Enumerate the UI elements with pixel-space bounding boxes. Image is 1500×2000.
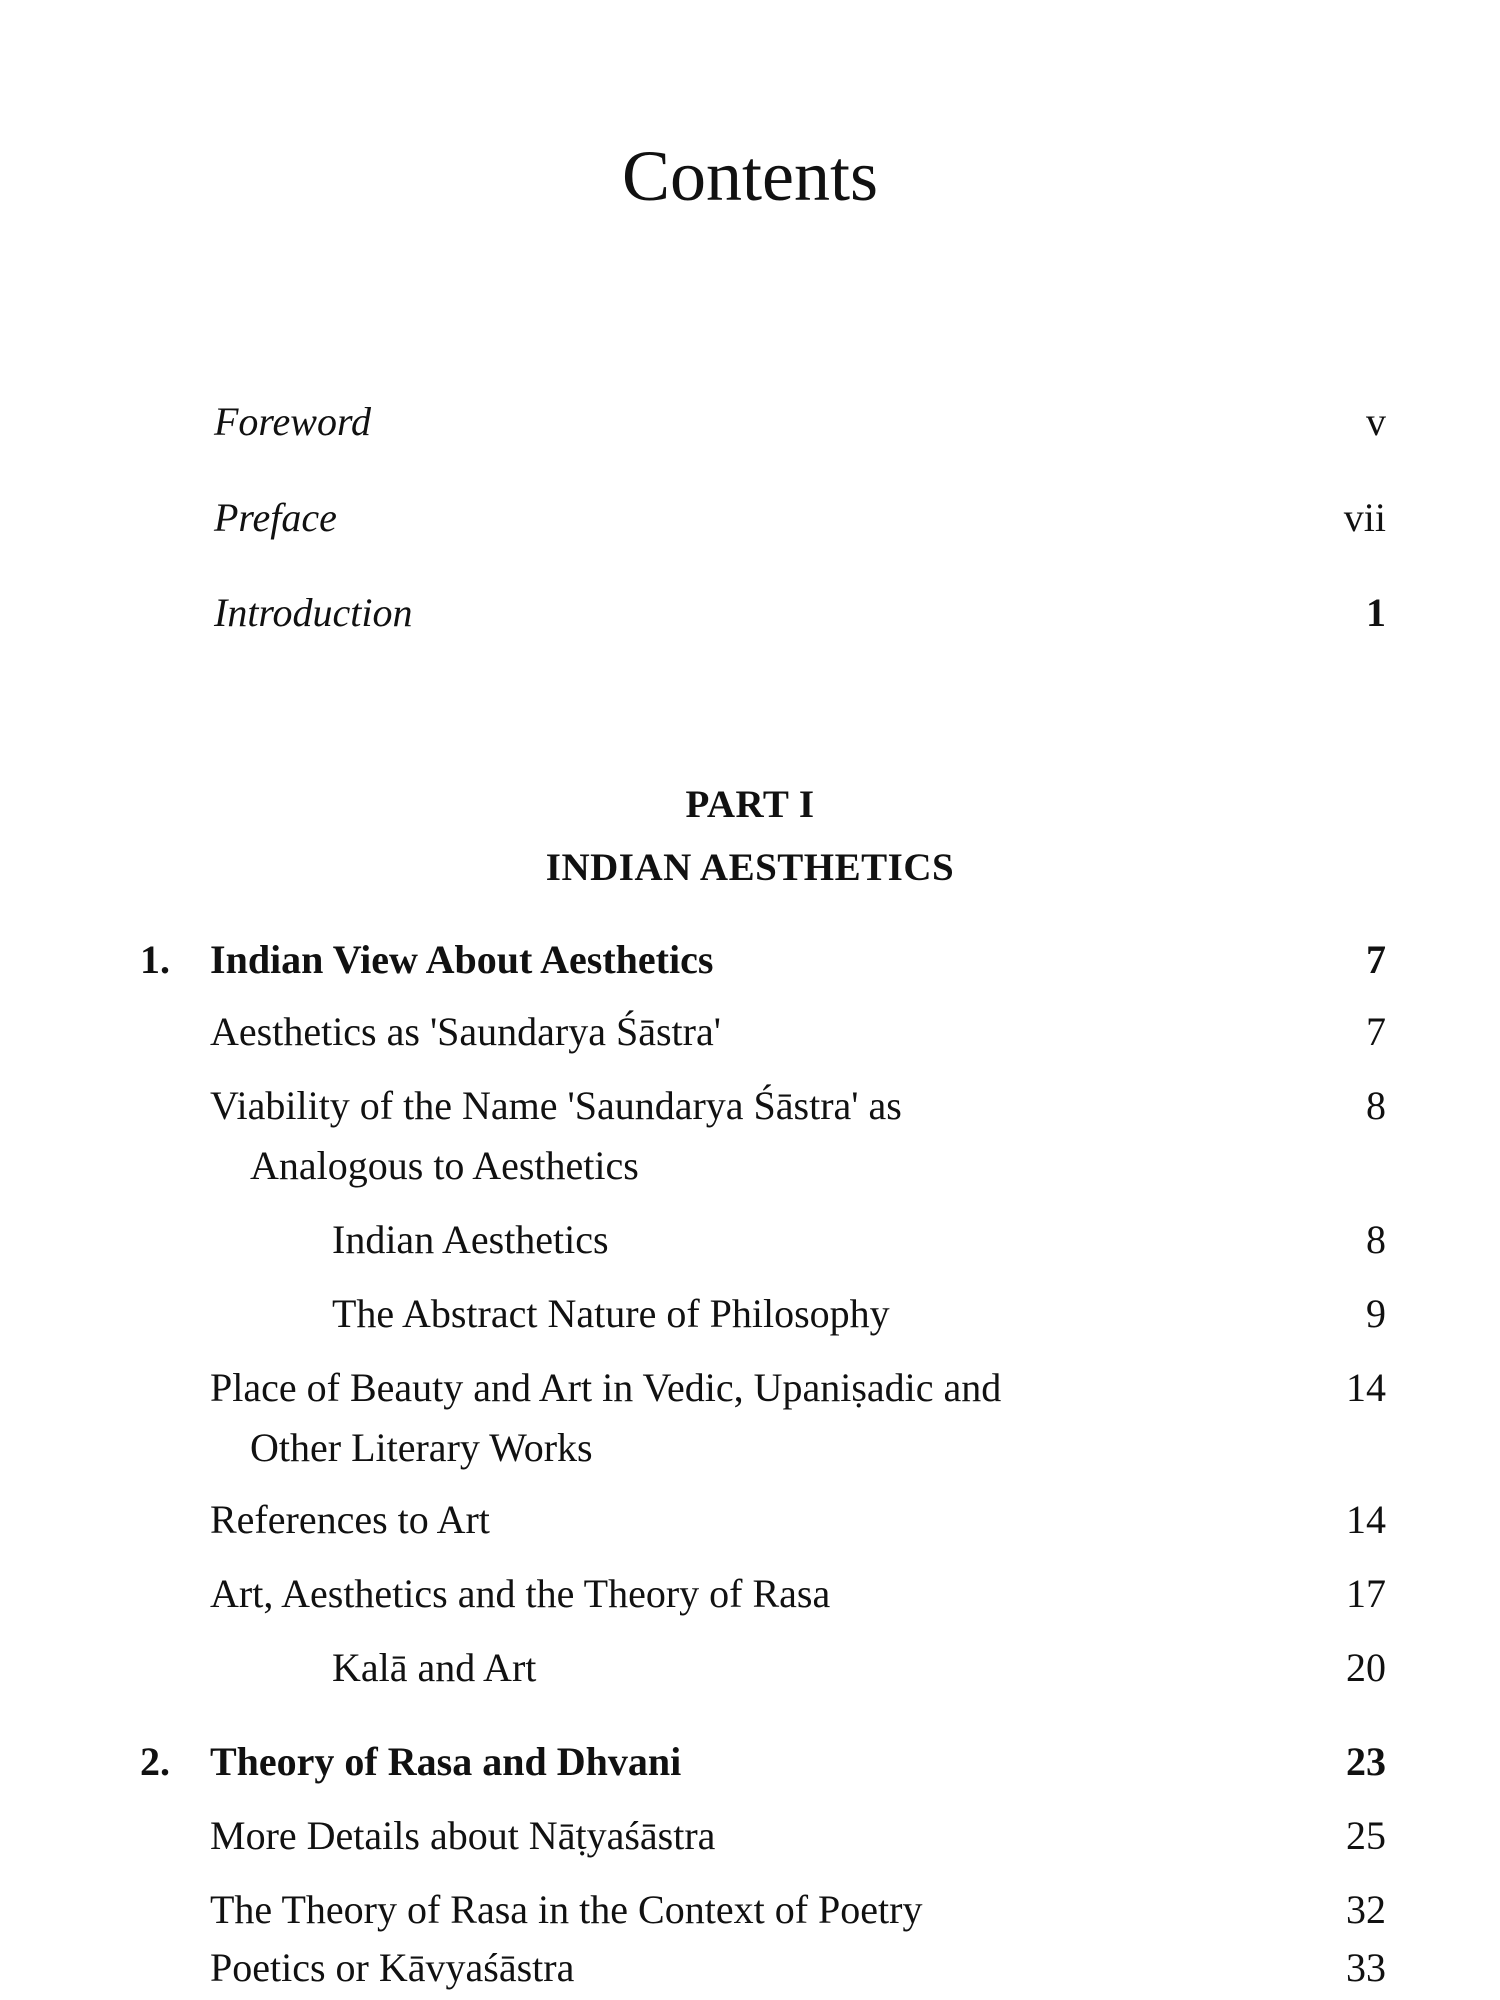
toc-chapter-2[interactable]	[140, 1732, 1386, 1792]
chapter-title: Theory of Rasa and Dhvani	[210, 1739, 682, 1784]
subsection-title: Kalā and Art	[332, 1645, 537, 1690]
toc-section[interactable]	[210, 1002, 1386, 1062]
toc-entry-title: Preface	[214, 495, 337, 540]
page-title: Contents	[621, 136, 878, 216]
toc-page-number: 14	[1346, 1497, 1386, 1542]
toc-section[interactable]	[210, 1358, 1386, 1478]
toc-entry-preface[interactable]	[214, 488, 1386, 548]
toc-section[interactable]	[210, 1880, 1386, 1940]
toc-subsection[interactable]	[332, 1210, 1386, 1270]
section-title	[210, 1076, 1266, 1196]
subsection-title: The Abstract Nature of Philosophy	[332, 1291, 890, 1336]
toc-chapter-1[interactable]	[140, 930, 1386, 990]
toc-section[interactable]	[210, 1806, 1386, 1866]
subsection-title: Indian Aesthetics	[332, 1217, 609, 1262]
toc-page-number: 17	[1346, 1571, 1386, 1616]
toc-section[interactable]	[210, 1076, 1386, 1196]
toc-page-number: 7	[1366, 937, 1386, 982]
part-name: INDIAN AESTHETICS	[545, 846, 955, 889]
section-title: References to Art	[210, 1497, 490, 1542]
chapter-number: 2.	[140, 1739, 170, 1784]
section-title: The Theory of Rasa in the Context of Poetry	[210, 1887, 923, 1932]
toc-page-number: 7	[1366, 1009, 1386, 1054]
toc-entry-introduction[interactable]	[214, 583, 1386, 643]
section-title-continuation: Other Literary Works	[250, 1425, 593, 1470]
section-title-continuation: Analogous to Aesthetics	[250, 1143, 639, 1188]
toc-section[interactable]	[210, 1564, 1386, 1624]
toc-section[interactable]	[210, 1938, 1386, 1998]
toc-page-number: 9	[1366, 1291, 1386, 1336]
toc-entry-title: Foreword	[214, 399, 372, 444]
section-title-line: Viability of the Name 'Saundarya Śāstra' as	[210, 1083, 902, 1128]
toc-page-number: 8	[1366, 1083, 1386, 1128]
section-title: Aesthetics as 'Saundarya Śāstra'	[210, 1009, 721, 1054]
chapter-title: Indian View About Aesthetics	[210, 937, 714, 982]
section-title	[210, 1358, 1266, 1478]
toc-page-number: 14	[1346, 1365, 1386, 1410]
section-title: Poetics or Kāvyaśāstra	[210, 1945, 575, 1990]
toc-subsection[interactable]	[332, 1284, 1386, 1344]
toc-subsection[interactable]	[332, 1638, 1386, 1698]
toc-page-number: vii	[1343, 495, 1386, 540]
toc-section[interactable]	[210, 1490, 1386, 1550]
chapter-number: 1.	[140, 937, 170, 982]
toc-entry-foreword[interactable]	[214, 392, 1386, 452]
part-number: PART I	[685, 783, 815, 826]
section-title-line: Place of Beauty and Art in Vedic, Upaniṣadic and	[210, 1365, 1002, 1410]
toc-page-number: 1	[1366, 590, 1386, 635]
section-title: More Details about Nāṭyaśāstra	[210, 1813, 716, 1858]
toc-page-number: 33	[1346, 1945, 1386, 1990]
toc-page-number: 20	[1346, 1645, 1386, 1690]
toc-entry-title: Introduction	[214, 590, 413, 635]
section-title: Art, Aesthetics and the Theory of Rasa	[210, 1571, 831, 1616]
toc-page-number: 25	[1346, 1813, 1386, 1858]
toc-page-number: 8	[1366, 1217, 1386, 1262]
toc-page-number: 32	[1346, 1887, 1386, 1932]
toc-page-number: 23	[1346, 1739, 1386, 1784]
toc-page-number: v	[1366, 399, 1386, 444]
